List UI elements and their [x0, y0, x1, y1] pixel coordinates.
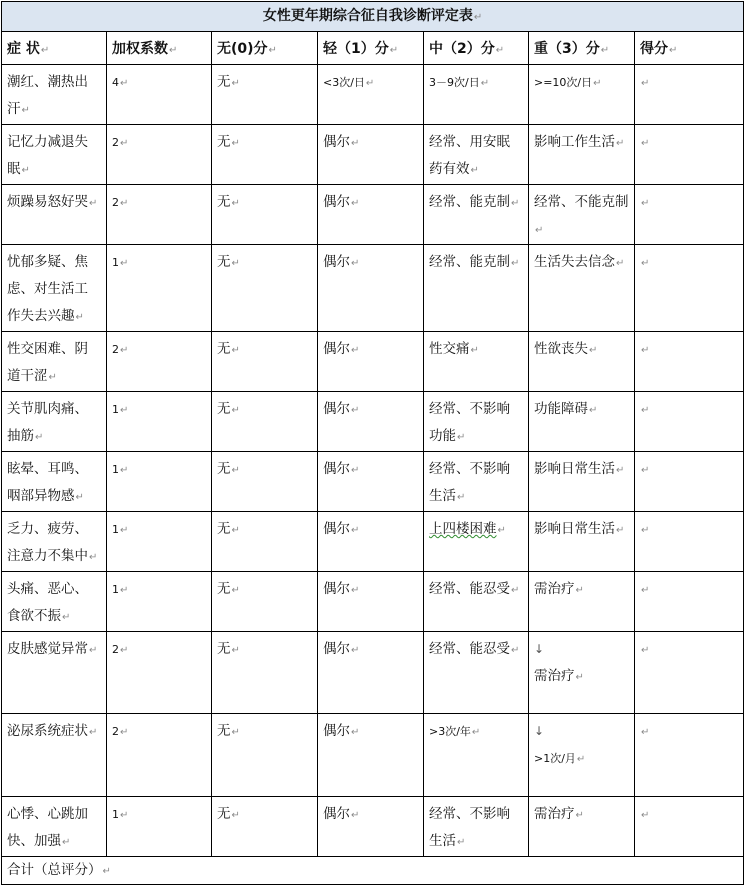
header-row: [2, 32, 744, 65]
severe-cell: 功能障碍↵: [529, 392, 635, 452]
moderate-cell: 经常、能克制↵: [424, 245, 529, 332]
none-cell: 无↵: [212, 512, 318, 572]
mild-cell: 偶尔↵: [318, 632, 424, 714]
mild-cell: 偶尔↵: [318, 332, 424, 392]
symptom-cell: 性交困难、阴道干涩↵: [2, 332, 107, 392]
severe-cell: 需治疗↵: [529, 797, 635, 857]
score-cell[interactable]: ↵: [635, 65, 744, 125]
weight-cell: 2↵: [107, 632, 212, 714]
table-row: [2, 714, 744, 797]
none-cell: 无↵: [212, 797, 318, 857]
table-row: [2, 65, 744, 125]
score-cell[interactable]: ↵: [635, 332, 744, 392]
mild-cell: 偶尔↵: [318, 125, 424, 185]
severe-cell: 需治疗↵: [529, 572, 635, 632]
mild-cell: 偶尔↵: [318, 392, 424, 452]
weight-cell: 4↵: [107, 65, 212, 125]
moderate-cell: 上四楼困难↵: [424, 512, 529, 572]
severe-cell: ↓ 需治疗↵: [529, 632, 635, 714]
mild-cell: 偶尔↵: [318, 714, 424, 797]
mild-cell: 偶尔↵: [318, 797, 424, 857]
mild-cell: 偶尔↵: [318, 572, 424, 632]
weight-cell: 1↵: [107, 797, 212, 857]
header-symptom: 症 状↵: [2, 32, 107, 65]
moderate-cell: 性交痛↵: [424, 332, 529, 392]
moderate-cell: 经常、用安眠药有效↵: [424, 125, 529, 185]
header-moderate: 中（2）分↵: [424, 32, 529, 65]
table-row: [2, 245, 744, 332]
total-row: [2, 857, 744, 885]
table-row: [2, 572, 744, 632]
symptom-cell: 潮红、潮热出汗↵: [2, 65, 107, 125]
severe-cell: 影响日常生活↵: [529, 512, 635, 572]
weight-cell: 1↵: [107, 452, 212, 512]
weight-cell: 2↵: [107, 332, 212, 392]
table-row: [2, 185, 744, 245]
symptom-cell: 头痛、恶心、食欲不振↵: [2, 572, 107, 632]
symptom-cell: 烦躁易怒好哭↵: [2, 185, 107, 245]
table-row: [2, 332, 744, 392]
symptom-cell: 眩晕、耳鸣、咽部异物感↵: [2, 452, 107, 512]
header-weight: 加权系数↵: [107, 32, 212, 65]
severe-cell: 经常、不能克制↵: [529, 185, 635, 245]
weight-cell: 1↵: [107, 572, 212, 632]
none-cell: 无↵: [212, 632, 318, 714]
severe-cell: 影响工作生活↵: [529, 125, 635, 185]
spellcheck-marked-text: 上四楼困难: [429, 521, 497, 537]
moderate-cell: 经常、不影响功能↵: [424, 392, 529, 452]
table-row: [2, 797, 744, 857]
header-mild: 轻（1）分↵: [318, 32, 424, 65]
moderate-cell: >3次/年↵: [424, 714, 529, 797]
score-cell[interactable]: ↵: [635, 452, 744, 512]
severe-cell: 生活失去信念↵: [529, 245, 635, 332]
score-cell[interactable]: ↵: [635, 185, 744, 245]
score-cell[interactable]: ↵: [635, 125, 744, 185]
score-cell[interactable]: ↵: [635, 512, 744, 572]
severe-cell: 影响日常生活↵: [529, 452, 635, 512]
severe-cell: ↓ >1次/月↵: [529, 714, 635, 797]
score-cell[interactable]: ↵: [635, 245, 744, 332]
weight-cell: 2↵: [107, 185, 212, 245]
mild-cell: 偶尔↵: [318, 512, 424, 572]
header-none: 无(0)分↵: [212, 32, 318, 65]
none-cell: 无↵: [212, 452, 318, 512]
none-cell: 无↵: [212, 332, 318, 392]
score-cell[interactable]: ↵: [635, 797, 744, 857]
line-break-arrow-icon: ↓: [534, 642, 545, 656]
score-cell[interactable]: ↵: [635, 714, 744, 797]
table-row: [2, 392, 744, 452]
none-cell: 无↵: [212, 245, 318, 332]
moderate-cell: 经常、不影响生活↵: [424, 797, 529, 857]
mild-cell: 偶尔↵: [318, 452, 424, 512]
none-cell: 无↵: [212, 65, 318, 125]
table-title-cell: 女性更年期综合征自我诊断评定表↵: [2, 2, 744, 32]
table-row: [2, 125, 744, 185]
symptom-cell: 泌尿系统症状↵: [2, 714, 107, 797]
weight-cell: 1↵: [107, 245, 212, 332]
assessment-table: [1, 1, 744, 885]
none-cell: 无↵: [212, 714, 318, 797]
title-row: [2, 2, 744, 32]
moderate-cell: 经常、能忍受↵: [424, 632, 529, 714]
moderate-cell: 经常、能忍受↵: [424, 572, 529, 632]
moderate-cell: 经常、不影响生活↵: [424, 452, 529, 512]
mild-cell: <3次/日↵: [318, 65, 424, 125]
severe-cell: 性欲丧失↵: [529, 332, 635, 392]
symptom-cell: 皮肤感觉异常↵: [2, 632, 107, 714]
symptom-cell: 记忆力减退失眠↵: [2, 125, 107, 185]
symptom-cell: 忧郁多疑、焦虑、对生活工作失去兴趣↵: [2, 245, 107, 332]
table-row: [2, 632, 744, 714]
symptom-cell: 乏力、疲劳、注意力不集中↵: [2, 512, 107, 572]
table-row: [2, 512, 744, 572]
weight-cell: 2↵: [107, 714, 212, 797]
table-row: [2, 452, 744, 512]
mild-cell: 偶尔↵: [318, 245, 424, 332]
line-break-arrow-icon: ↓: [534, 724, 545, 738]
symptom-cell: 心悸、心跳加快、加强↵: [2, 797, 107, 857]
weight-cell: 2↵: [107, 125, 212, 185]
mild-cell: 偶尔↵: [318, 185, 424, 245]
none-cell: 无↵: [212, 125, 318, 185]
symptom-cell: 关节肌肉痛、抽筋↵: [2, 392, 107, 452]
none-cell: 无↵: [212, 572, 318, 632]
table-title: 女性更年期综合征自我诊断评定表: [262, 8, 473, 24]
score-cell[interactable]: ↵: [635, 632, 744, 714]
severe-cell: >=10次/日↵: [529, 65, 635, 125]
total-label: 合计（总评分）: [7, 862, 102, 878]
moderate-cell: 3－9次/日↵: [424, 65, 529, 125]
weight-cell: 1↵: [107, 512, 212, 572]
header-score: 得分↵: [635, 32, 744, 65]
none-cell: 无↵: [212, 392, 318, 452]
header-severe: 重（3）分↵: [529, 32, 635, 65]
weight-cell: 1↵: [107, 392, 212, 452]
score-cell[interactable]: ↵: [635, 572, 744, 632]
moderate-cell: 经常、能克制↵: [424, 185, 529, 245]
none-cell: 无↵: [212, 185, 318, 245]
score-cell[interactable]: ↵: [635, 392, 744, 452]
total-cell[interactable]: 合计（总评分）↵: [2, 857, 744, 885]
